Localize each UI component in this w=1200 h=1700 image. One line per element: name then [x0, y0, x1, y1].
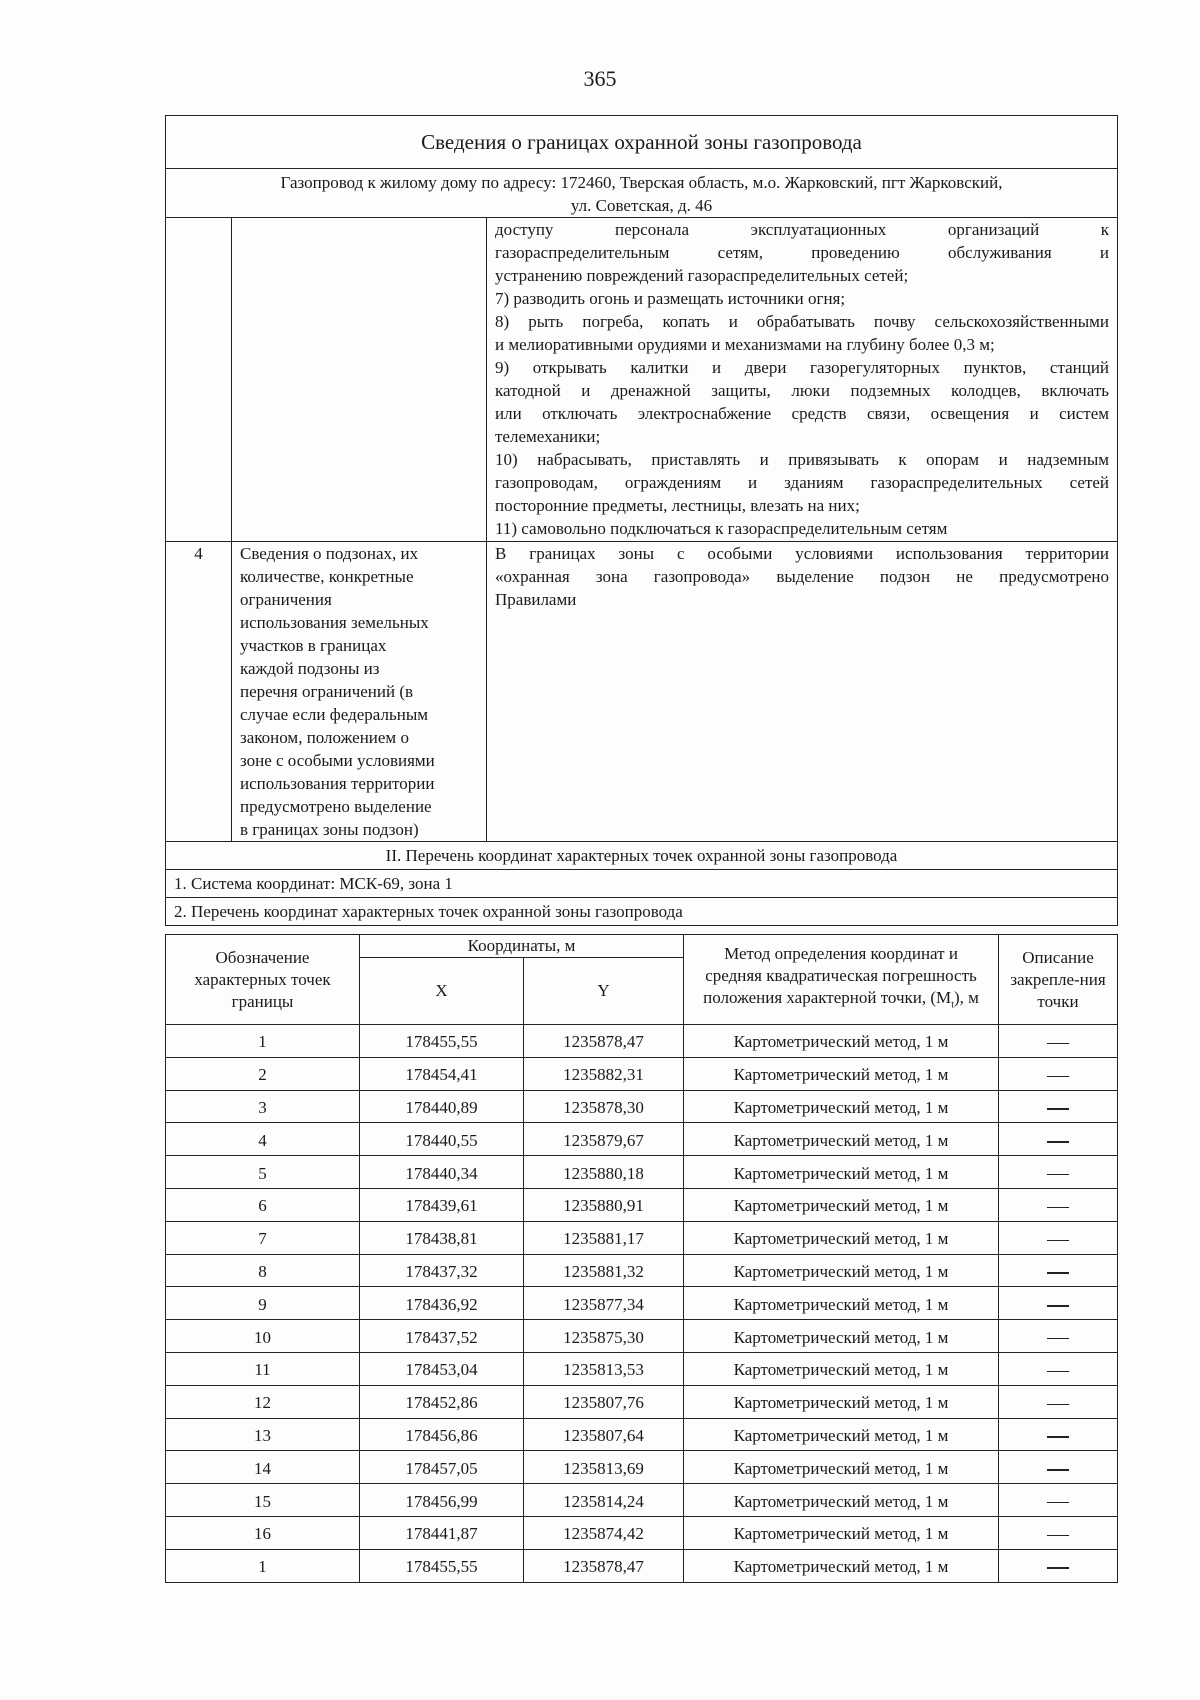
label-line: случае если федеральным: [240, 705, 429, 724]
x-cell: 178436,92: [360, 1287, 524, 1320]
x-cell: 178455,55: [360, 1549, 524, 1582]
y-cell: 1235814,24: [524, 1484, 684, 1517]
address-row: [166, 169, 1118, 218]
table-row: [166, 1254, 1118, 1287]
address-cell: [166, 169, 1118, 218]
text-line: газопроводам, ограждениям и зданиям газораспределительных сетей: [495, 473, 1110, 492]
x-cell: 178438,81: [360, 1221, 524, 1254]
table-row: [166, 1156, 1118, 1189]
description-cell: [999, 1451, 1118, 1484]
description-cell: [999, 1484, 1118, 1517]
text-line: 10) набрасывать, приставлять и привязывать к опорам и надземным: [495, 450, 1110, 469]
text-line: устранению повреждений газораспределительных сетей;: [495, 266, 909, 285]
method-header-tail: ), м: [953, 987, 979, 1007]
table-row: [166, 1025, 1118, 1058]
label-line: перечня ограничений (в: [240, 682, 414, 701]
x-cell: 178456,99: [360, 1484, 524, 1517]
point-cell: 12: [166, 1385, 360, 1418]
dash-icon: [1047, 1174, 1069, 1176]
description-cell: [999, 1287, 1118, 1320]
method-cell: Картометрический метод, 1 м: [684, 1123, 999, 1156]
description-cell: [999, 1025, 1118, 1058]
dash-icon: [1047, 1535, 1069, 1537]
point-cell: 5: [166, 1156, 360, 1189]
table-row: [166, 1320, 1118, 1353]
label-line: Сведения о подзонах, их: [240, 544, 419, 563]
dash-icon: [1047, 1240, 1069, 1242]
table-row: [166, 1188, 1118, 1221]
description-cell: [999, 1254, 1118, 1287]
x-cell: 178440,89: [360, 1090, 524, 1123]
text-line: доступу персонала эксплуатационных организаций к: [495, 220, 1110, 239]
y-cell: 1235807,64: [524, 1418, 684, 1451]
method-cell: Картометрический метод, 1 м: [684, 1484, 999, 1517]
method-header-text: Метод определения координат и средняя квадратическая погрешность положения характерной точки, (M: [703, 943, 977, 1007]
label-line: ограничения: [240, 590, 332, 609]
zone-info-table: [165, 115, 1118, 926]
description-cell: [999, 1123, 1118, 1156]
table-row: [166, 1123, 1118, 1156]
point-cell: 14: [166, 1451, 360, 1484]
dash-icon: [1047, 1338, 1069, 1340]
x-header: X: [360, 958, 524, 1025]
table-row: [166, 1057, 1118, 1090]
coords-body: [166, 1025, 1118, 1583]
table-row: [166, 1451, 1118, 1484]
text-line: катодной и дренажной защиты, люки подземных колодцев, включать: [495, 381, 1110, 400]
text-line: «охранная зона газопровода» выделение подзон не предусмотрено: [495, 567, 1110, 586]
row-number-cell: [166, 218, 232, 542]
description-cell: [999, 1352, 1118, 1385]
point-cell: 9: [166, 1287, 360, 1320]
y-cell: 1235878,30: [524, 1090, 684, 1123]
method-cell: Картометрический метод, 1 м: [684, 1188, 999, 1221]
y-cell: 1235874,42: [524, 1516, 684, 1549]
x-cell: 178437,52: [360, 1320, 524, 1353]
table-row: [166, 1484, 1118, 1517]
method-cell: Картометрический метод, 1 м: [684, 1090, 999, 1123]
text-line: и мелиоративными орудиями и механизмами на глубину более 0,3 м;: [495, 335, 995, 354]
text-line: 8) рыть погреба, копать и обрабатывать почву сельскохозяйственными: [495, 312, 1110, 331]
text-line: В границах зоны с особыми условиями использования территории: [495, 544, 1110, 563]
dash-icon: [1047, 1371, 1069, 1373]
point-cell: 8: [166, 1254, 360, 1287]
description-cell: [999, 1385, 1118, 1418]
dash-icon: [1047, 1567, 1069, 1569]
text-line: телемеханики;: [495, 427, 601, 446]
x-cell: 178440,34: [360, 1156, 524, 1189]
text-line: 7) разводить огонь и размещать источники огня;: [495, 289, 846, 308]
description-cell: [999, 1156, 1118, 1189]
method-cell: Картометрический метод, 1 м: [684, 1156, 999, 1189]
point-cell: 15: [166, 1484, 360, 1517]
point-cell: 11: [166, 1352, 360, 1385]
method-cell: Картометрический метод, 1 м: [684, 1385, 999, 1418]
label-line: участков в границах: [240, 636, 387, 655]
method-cell: Картометрический метод, 1 м: [684, 1352, 999, 1385]
text-line: газораспределительным сетям, проведению обслуживания и: [495, 243, 1110, 262]
address-line-1: Газопровод к жилому дому по адресу: 172460, Тверская область, м.о. Жарковский, пгт Жарковский,: [280, 173, 1003, 192]
y-cell: 1235813,69: [524, 1451, 684, 1484]
dash-icon: [1047, 1436, 1069, 1438]
text-line: или отключать электроснабжение средств связи, освещения и систем: [495, 404, 1110, 423]
dash-icon: [1047, 1043, 1069, 1045]
label-line: использования территории: [240, 774, 435, 793]
dash-icon: [1047, 1108, 1069, 1110]
text-line: 9) открывать калитки и двери газорегуляторных пунктов, станций: [495, 358, 1110, 377]
y-cell: 1235881,17: [524, 1221, 684, 1254]
dash-icon: [1047, 1076, 1069, 1078]
coord-list-title: 2. Перечень координат характерных точек охранной зоны газопровода: [166, 898, 1118, 926]
text-line: 11) самовольно подключаться к газораспределительным сетям: [495, 519, 948, 538]
method-cell: Картометрический метод, 1 м: [684, 1221, 999, 1254]
point-cell: 1: [166, 1549, 360, 1582]
method-cell: Картометрический метод, 1 м: [684, 1549, 999, 1582]
label-line: зоне с особыми условиями: [240, 751, 435, 770]
y-cell: 1235807,76: [524, 1385, 684, 1418]
row-number-cell: 4: [166, 542, 232, 842]
y-cell: 1235878,47: [524, 1025, 684, 1058]
method-cell: Картометрический метод, 1 м: [684, 1516, 999, 1549]
y-cell: 1235875,30: [524, 1320, 684, 1353]
subzones-text-cell: [487, 542, 1118, 842]
description-cell: [999, 1221, 1118, 1254]
table-row: [166, 1385, 1118, 1418]
y-cell: 1235879,67: [524, 1123, 684, 1156]
x-cell: 178437,32: [360, 1254, 524, 1287]
table-row: [166, 1418, 1118, 1451]
row-label-cell: [232, 218, 487, 542]
y-cell: 1235877,34: [524, 1287, 684, 1320]
coord-list-title-row: [166, 898, 1118, 926]
point-cell: 7: [166, 1221, 360, 1254]
table-row: [166, 1221, 1118, 1254]
method-cell: Картометрический метод, 1 м: [684, 1057, 999, 1090]
y-header: Y: [524, 958, 684, 1025]
point-cell: 10: [166, 1320, 360, 1353]
dash-icon: [1047, 1305, 1069, 1307]
method-cell: Картометрический метод, 1 м: [684, 1418, 999, 1451]
restrictions-text-cell: [487, 218, 1118, 542]
method-cell: Картометрический метод, 1 м: [684, 1451, 999, 1484]
description-cell: [999, 1090, 1118, 1123]
table-row: [166, 1549, 1118, 1582]
address-line-2: ул. Советская, д. 46: [570, 196, 713, 215]
document-title: Сведения о границах охранной зоны газопровода: [166, 116, 1118, 169]
y-cell: 1235880,18: [524, 1156, 684, 1189]
subzones-row: [166, 542, 1118, 842]
method-header: [684, 935, 999, 1025]
subzones-label-cell: [232, 542, 487, 842]
method-cell: Картометрический метод, 1 м: [684, 1025, 999, 1058]
coordinates-table: [165, 934, 1118, 1583]
table-row: [166, 1352, 1118, 1385]
x-cell: 178440,55: [360, 1123, 524, 1156]
description-cell: [999, 1320, 1118, 1353]
coords-header-row-1: [166, 935, 1118, 958]
coord-system-row: [166, 870, 1118, 898]
description-cell: [999, 1418, 1118, 1451]
method-cell: Картометрический метод, 1 м: [684, 1254, 999, 1287]
x-cell: 178439,61: [360, 1188, 524, 1221]
x-cell: 178441,87: [360, 1516, 524, 1549]
table-row: [166, 1287, 1118, 1320]
dash-icon: [1047, 1469, 1069, 1471]
title-row: [166, 116, 1118, 169]
description-header: Описание закрепле-ния точки: [999, 935, 1118, 1025]
section-2-title-row: [166, 842, 1118, 870]
dash-icon: [1047, 1272, 1069, 1274]
coord-system: 1. Система координат: МСК-69, зона 1: [166, 870, 1118, 898]
x-cell: 178455,55: [360, 1025, 524, 1058]
label-line: в границах зоны подзон): [240, 820, 419, 839]
x-cell: 178453,04: [360, 1352, 524, 1385]
y-cell: 1235813,53: [524, 1352, 684, 1385]
point-cell: 1: [166, 1025, 360, 1058]
y-cell: 1235880,91: [524, 1188, 684, 1221]
label-line: каждой подзоны из: [240, 659, 380, 678]
y-cell: 1235878,47: [524, 1549, 684, 1582]
description-cell: [999, 1057, 1118, 1090]
text-line: Правилами: [495, 590, 577, 609]
description-cell: [999, 1188, 1118, 1221]
label-line: количестве, конкретные: [240, 567, 414, 586]
text-line: посторонние предметы, лестницы, влезать на них;: [495, 496, 860, 515]
point-cell: 16: [166, 1516, 360, 1549]
point-cell: 2: [166, 1057, 360, 1090]
point-cell: 13: [166, 1418, 360, 1451]
page-number: 365: [583, 66, 617, 91]
table-row: [166, 1516, 1118, 1549]
label-line: использования земельных: [240, 613, 429, 632]
x-cell: 178454,41: [360, 1057, 524, 1090]
dash-icon: [1047, 1141, 1069, 1143]
method-cell: Картометрический метод, 1 м: [684, 1320, 999, 1353]
y-cell: 1235882,31: [524, 1057, 684, 1090]
point-cell: 3: [166, 1090, 360, 1123]
x-cell: 178456,86: [360, 1418, 524, 1451]
description-cell: [999, 1516, 1118, 1549]
description-cell: [999, 1549, 1118, 1582]
table-row: [166, 1090, 1118, 1123]
point-cell: 4: [166, 1123, 360, 1156]
label-line: законом, положением о: [240, 728, 409, 747]
point-header: Обозначение характерных точек границы: [166, 935, 360, 1025]
section-2-title: II. Перечень координат характерных точек охранной зоны газопровода: [166, 842, 1118, 870]
dash-icon: [1047, 1502, 1069, 1504]
label-line: предусмотрено выделение: [240, 797, 432, 816]
method-cell: Картометрический метод, 1 м: [684, 1287, 999, 1320]
x-cell: 178452,86: [360, 1385, 524, 1418]
coords-header: Координаты, м: [360, 935, 684, 958]
dash-icon: [1047, 1404, 1069, 1406]
continued-restrictions-row: [166, 218, 1118, 542]
point-cell: 6: [166, 1188, 360, 1221]
x-cell: 178457,05: [360, 1451, 524, 1484]
dash-icon: [1047, 1207, 1069, 1209]
y-cell: 1235881,32: [524, 1254, 684, 1287]
method-header-sub: t: [951, 999, 954, 1011]
